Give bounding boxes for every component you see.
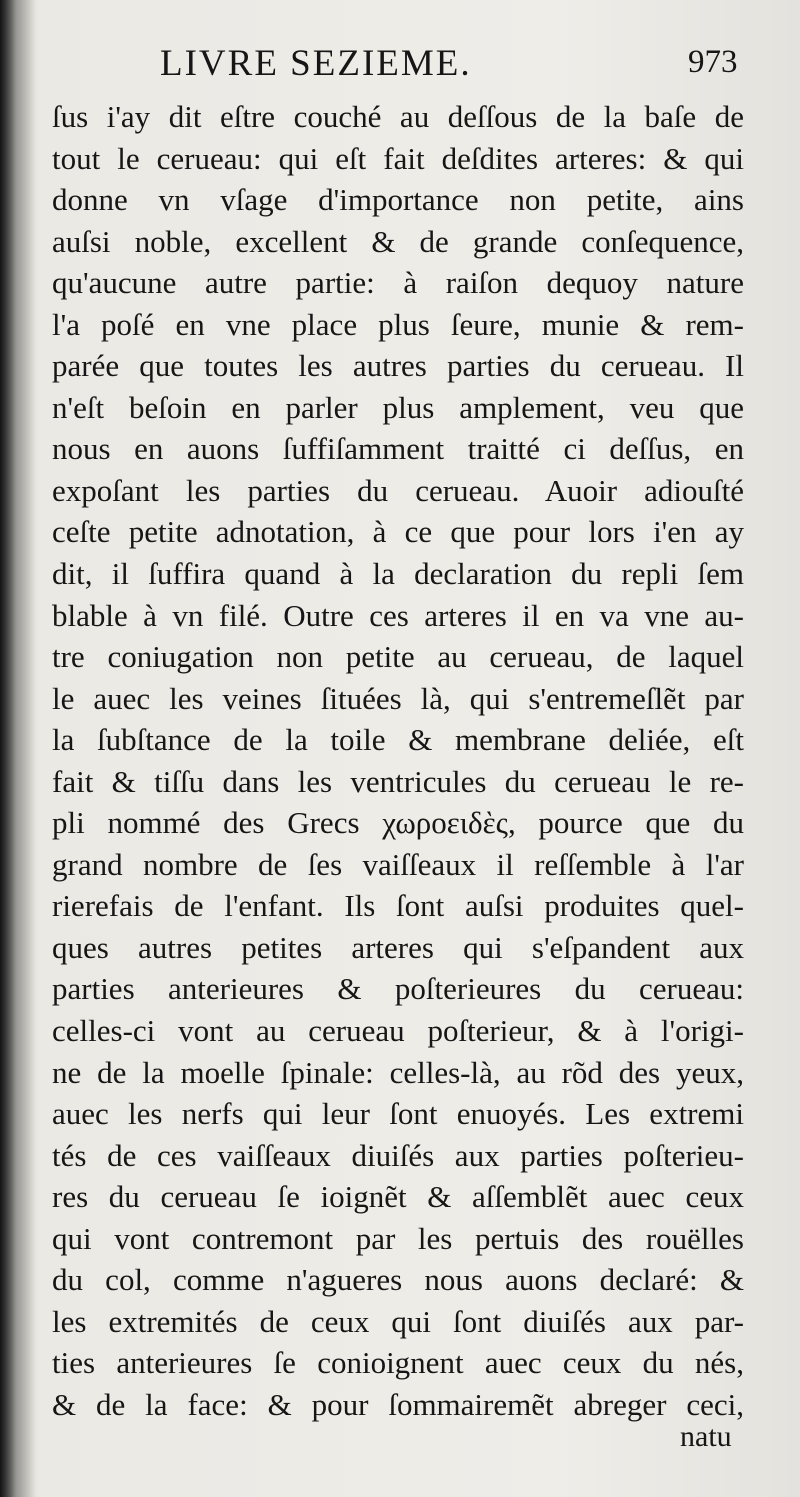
text-line: celles-ci vont au cerueau poſterieur, & à l'origi- (52, 1013, 744, 1049)
text-line: ne de la moelle ſpinale: celles-là, au rõd des yeux, (52, 1054, 744, 1090)
text-line: ques autres petites arteres qui s'eſpandent aux (52, 929, 744, 965)
page-number: 973 (688, 44, 738, 80)
text-line: dit, il ſuffira quand à la declaration du repli ſem (52, 556, 744, 592)
text-line: ties anterieures ſe conioignent auec ceux du nés, (52, 1345, 744, 1381)
text-line: n'eſt beſoin en parler plus amplement, veu que (52, 389, 744, 425)
running-title: LIVRE SEZIEME. (160, 43, 472, 84)
text-line: expoſant les parties du cerueau. Auoir adiouſté (52, 472, 744, 508)
page-header (160, 42, 780, 92)
text-line: parée que toutes les autres parties du cerueau. Il (52, 348, 744, 384)
text-line: fait & tiſſu dans les ventricules du cerueau le re- (52, 763, 744, 799)
text-line: tout le cerueau: qui eſt fait deſdites arteres: & qui (52, 140, 744, 176)
text-line: du col, comme n'agueres nous auons declaré: & (52, 1262, 744, 1298)
text-line: & de la face: & pour ſommairemẽt abreger ceci, (52, 1386, 744, 1422)
catchword: natu (680, 1420, 732, 1453)
text-line: ceſte petite adnotation, à ce que pour lors i'en ay (52, 514, 744, 550)
text-line: la ſubſtance de la toile & membrane deliée, eſt (52, 722, 744, 758)
text-line: qui vont contremont par les pertuis des rouëlles (52, 1220, 744, 1256)
text-line: parties anterieures & poſterieures du cerueau: (52, 971, 744, 1007)
text-line: l'a poſé en vne place plus ſeure, munie & rem- (52, 306, 744, 342)
text-line: blable à vn filé. Outre ces arteres il en va vne au- (52, 597, 744, 633)
text-line: qu'aucune autre partie: à raiſon dequoy nature (52, 265, 744, 301)
text-line: rierefais de l'enfant. Ils ſont auſsi produites quel- (52, 888, 744, 924)
body-text (52, 96, 744, 1426)
text-line: auec les nerfs qui leur ſont enuoyés. Les extremi (52, 1096, 744, 1132)
text-line: pli nommé des Grecs χωροειδὲς, pource que du (52, 805, 744, 841)
text-line: les extremités de ceux qui ſont diuiſés aux par- (52, 1303, 744, 1339)
text-line: auſsi noble, excellent & de grande conſequence, (52, 223, 744, 259)
text-line: le auec les veines ſituées là, qui s'entremeſlẽt par (52, 680, 744, 716)
text-line: tés de ces vaiſſeaux diuiſés aux parties poſterieu- (52, 1137, 744, 1173)
text-line: res du cerueau ſe ioignẽt & aſſemblẽt auec ceux (52, 1179, 744, 1215)
text-line: donne vn vſage d'importance non petite, ains (52, 182, 744, 218)
text-line: tre coniugation non petite au cerueau, de laquel (52, 639, 744, 675)
text-line: ſus i'ay dit eſtre couché au deſſous de la baſe de (52, 99, 744, 134)
text-line: nous en auons ſuffiſamment traitté ci deſſus, en (52, 431, 744, 467)
gutter-shadow (0, 0, 36, 1497)
text-line: grand nombre de ſes vaiſſeaux il reſſemble à l'ar (52, 846, 744, 882)
